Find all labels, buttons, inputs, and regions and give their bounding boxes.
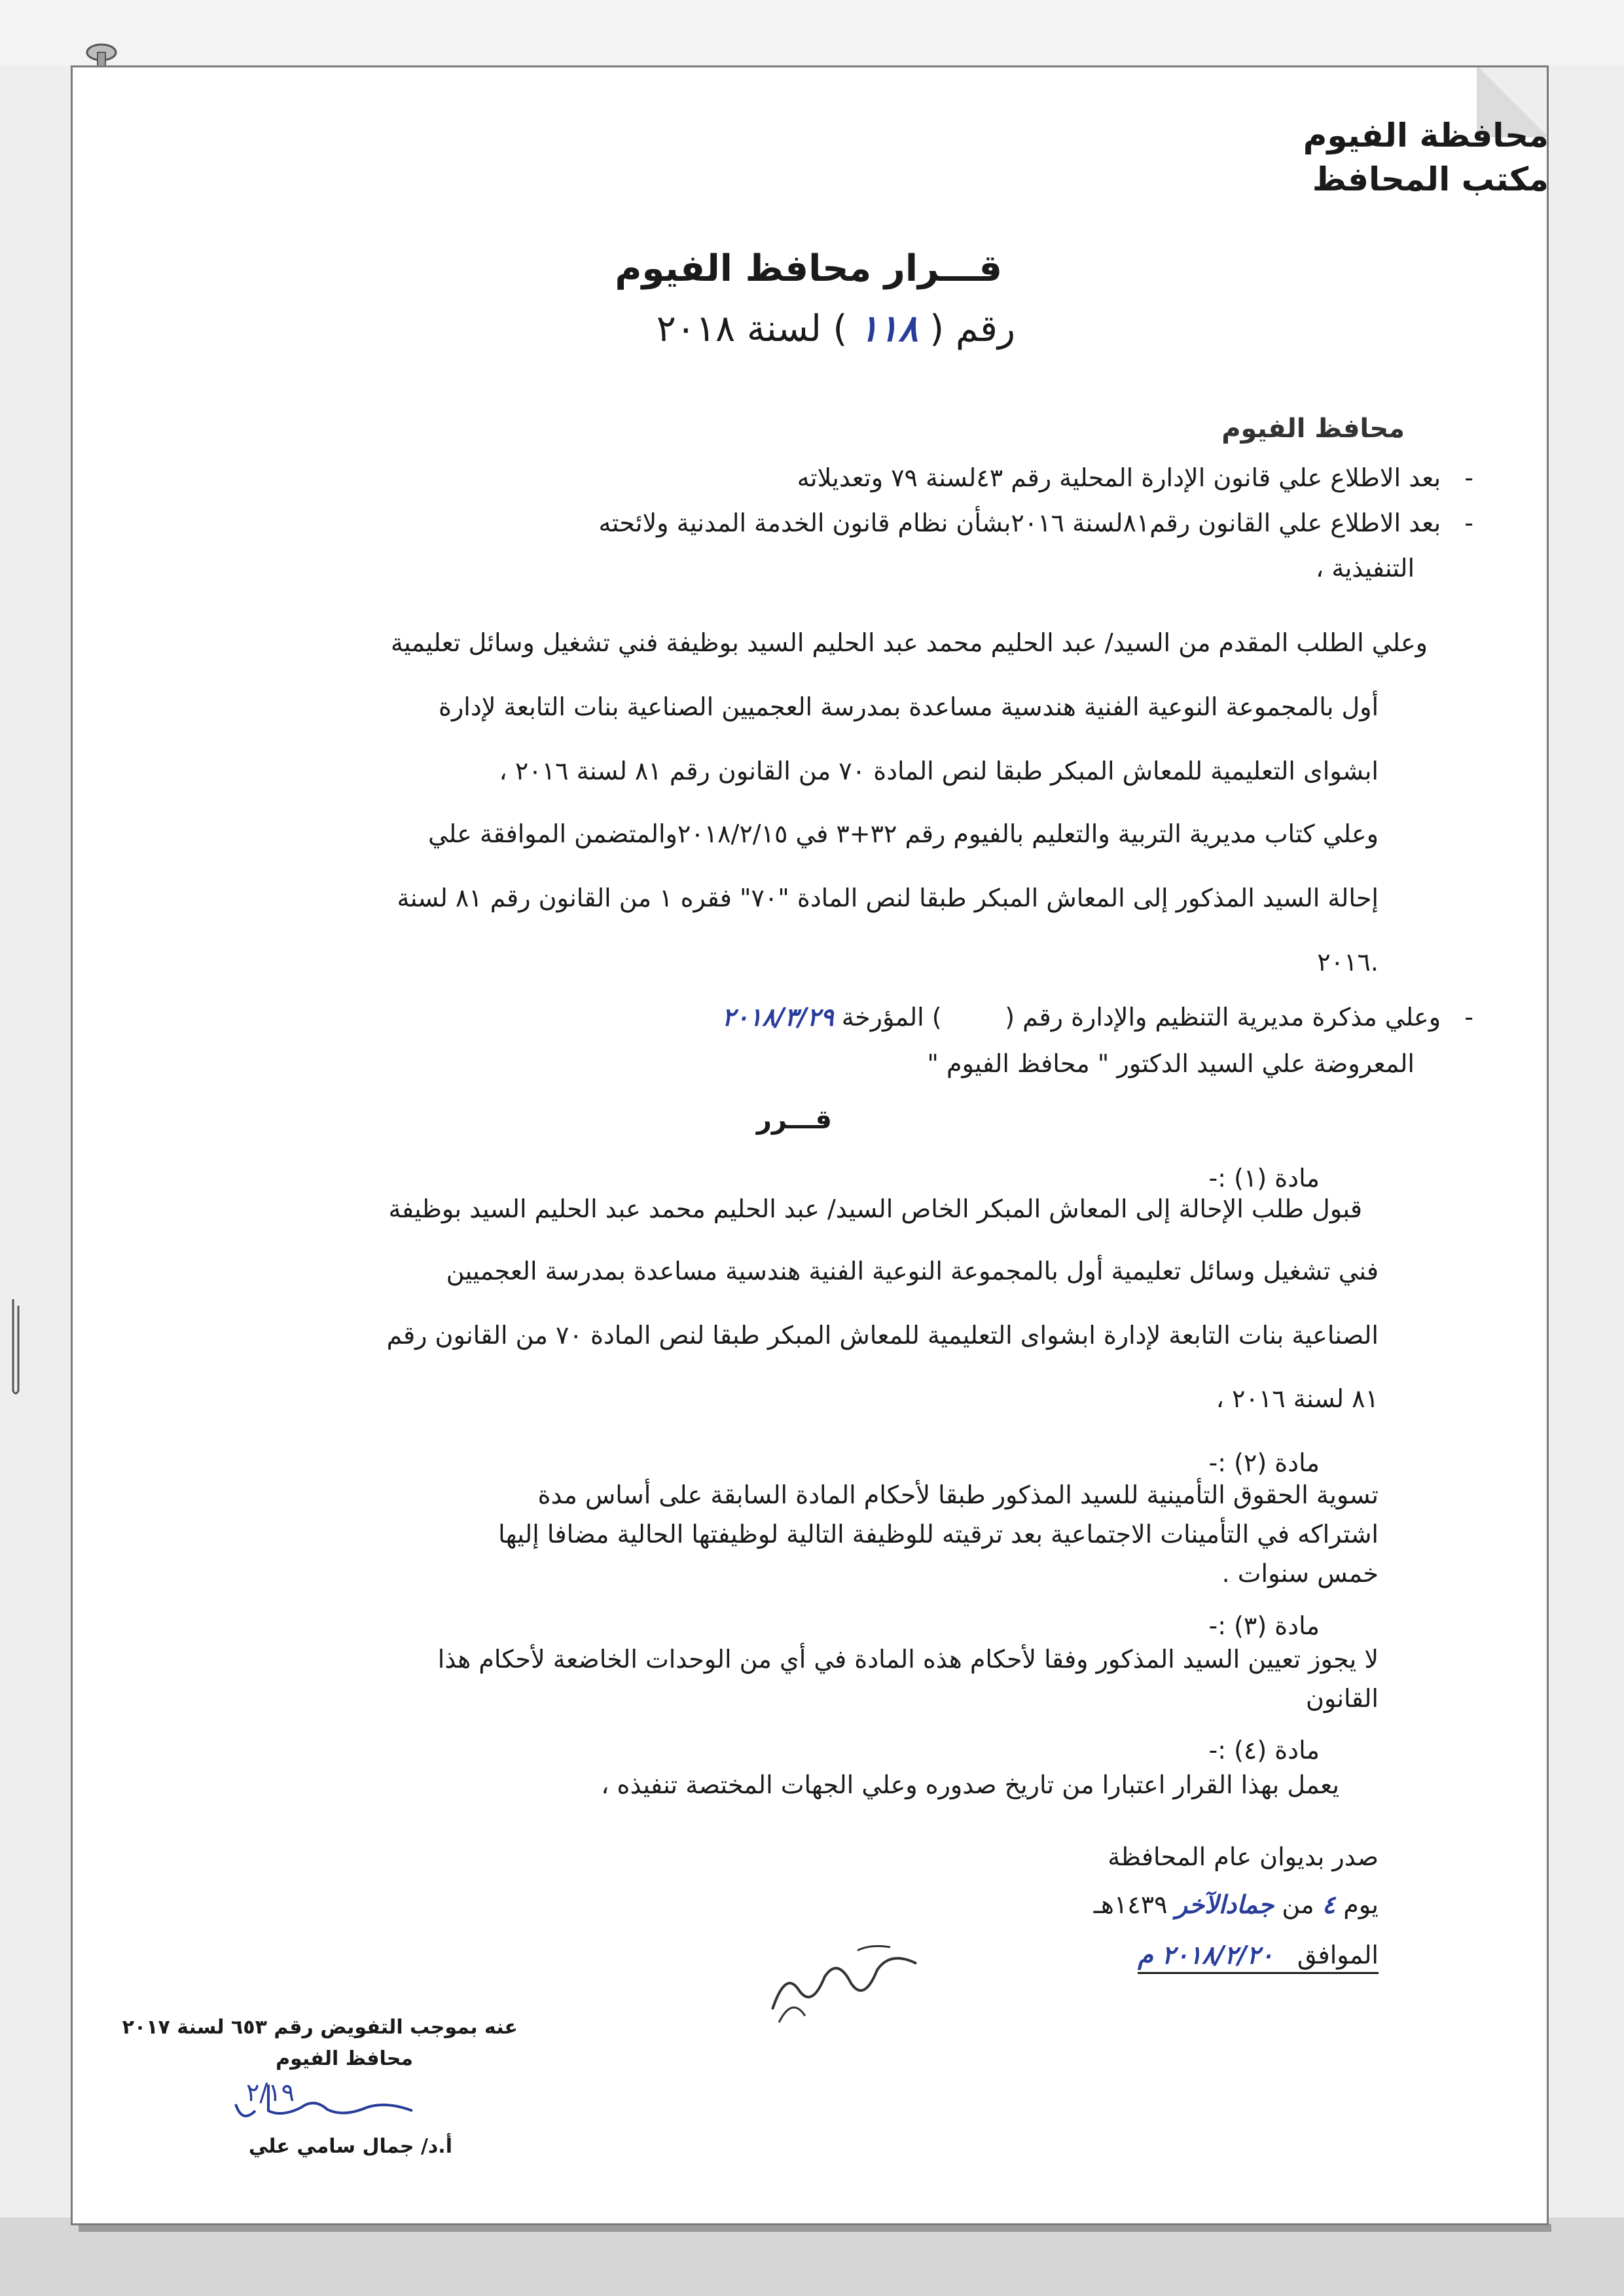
memo-date: ٢٠١٨/٣/٢٩: [722, 1003, 834, 1031]
memo-bullet-text-a: وعلي مذكرة مديرية التنظيم والإدارة رقم (: [1005, 1003, 1441, 1031]
article-3-line-2: القانون: [1305, 1684, 1379, 1713]
delegation-line-2: محافظ الفيوم: [276, 2047, 413, 2070]
article-4-line-1: يعمل بهذا القرار اعتبارا من تاريخ صدوره وعلي الجهات المختصة تنفيذه ،: [601, 1770, 1339, 1799]
issuance-line: صدر بديوان عام المحافظة: [1108, 1842, 1379, 1871]
article-2-line-1: تسوية الحقوق التأمينية للسيد المذكور طبقا لأحكام المادة السابقة على أساس مدة: [537, 1480, 1379, 1509]
delegation-line-1: عنه بموجب التفويض رقم ٦٥٣ لسنة ٢٠١٧: [122, 2016, 518, 2039]
paragraph-line-5: إحالة السيد المذكور إلى المعاش المبكر طبقا لنص المادة "٧٠" فقره ١ من القانون رقم ٨١ لسنة: [397, 884, 1379, 912]
article-2-line-3: خمس سنوات .: [1221, 1559, 1379, 1588]
memo-bullet-continued: المعروضة علي السيد الدكتور " محافظ الفيوم ": [927, 1049, 1415, 1078]
article-1-label: مادة (١) :-: [1208, 1164, 1320, 1193]
decision-word: قـــرر: [756, 1105, 832, 1135]
memo-bullet: - وعلي مذكرة مديرية التنظيم والإدارة رقم ( ) المؤرخة ٢٠١٨/٣/٢٩: [722, 1003, 1473, 1031]
scan-top-area: [0, 0, 1624, 65]
paragraph-line-4: وعلي كتاب مديرية التربية والتعليم بالفيوم رقم ٣٢+٣ في ٢٠١٨/٢/١٥والمتضمن الموافقة علي: [427, 819, 1379, 848]
decree-title: قـــرار محافظ الفيوم: [615, 247, 1002, 290]
issuance-hijri-date: [1094, 1890, 1379, 1919]
preamble-bullet-2-text: بعد الاطلاع علي القانون رقم٨١لسنة ٢٠١٦بشأن نظام قانون الخدمة المدنية ولائحته: [598, 509, 1441, 537]
delegate-signature: [229, 2072, 425, 2130]
memo-bullet-text-b: ) المؤرخة: [841, 1003, 942, 1031]
issuance-from-label: من: [1282, 1890, 1314, 1919]
preamble-heading: محافظ الفيوم: [1221, 414, 1405, 444]
paragraph-line-3: ابشواى التعليمية للمعاش المبكر طبقا لنص المادة ٧٠ من القانون رقم ٨١ لسنة ٢٠١٦ ،: [499, 757, 1379, 785]
issuance-corresponding-label: الموافق: [1297, 1941, 1379, 1969]
article-1-line-1: قبول طلب الإحالة إلى المعاش المبكر الخاص السيد/ عبد الحليم محمد عبد الحليم السيد بوظيفة: [388, 1194, 1362, 1223]
issuance-day-label: يوم: [1343, 1890, 1379, 1919]
delegation-signatory: أ.د/ جمال سامي علي: [248, 2135, 452, 2158]
article-2-line-2: اشتراكه في التأمينات الاجتماعية بعد ترقيته للوظيفة التالية لوظيفتها الحالية مضافا إليها: [498, 1520, 1379, 1549]
article-3-line-1: لا يجوز تعيين السيد المذكور وفقا لأحكام هذه المادة في أي من الوحدات الخاضعة لأحكام هذا: [437, 1645, 1379, 1674]
issuance-month: جمادالآخر: [1175, 1890, 1274, 1919]
decree-number-suffix: ) لسنة ٢٠١٨: [656, 308, 848, 350]
paragraph-line-2: أول بالمجموعة النوعية الفنية هندسية مساعدة بمدرسة العجميين الصناعية بنات التابعة لإدارة: [439, 692, 1379, 721]
paragraph-line-1: وعلي الطلب المقدم من السيد/ عبد الحليم محمد عبد الحليم السيد بوظيفة فني تشغيل وسائل تعليمية: [390, 628, 1428, 657]
article-1-line-4: ٨١ لسنة ٢٠١٦ ،: [1216, 1384, 1379, 1413]
preamble-bullet-2: - بعد الاطلاع علي القانون رقم٨١لسنة ٢٠١٦بشأن نظام قانون الخدمة المدنية ولائحته: [598, 509, 1473, 537]
paper-clip-icon: [9, 1293, 22, 1397]
decree-number-prefix: رقم (: [929, 308, 1015, 350]
issuance-gregorian-date: [1138, 1941, 1379, 1974]
article-2-label: مادة (٢) :-: [1208, 1448, 1320, 1477]
issuance-day: ٤: [1322, 1890, 1336, 1919]
issuance-gregorian-value: ٢٠١٨/٢/٢٠ م: [1138, 1941, 1274, 1969]
paragraph-line-6: .٢٠١٦: [1317, 948, 1379, 977]
decree-number: ١١٨: [859, 308, 918, 350]
preamble-bullet-1: - بعد الاطلاع علي قانون الإدارة المحلية رقم ٤٣لسنة ٧٩ وتعديلاته: [797, 463, 1473, 492]
issuance-hijri-year: ١٤٣٩هـ: [1093, 1890, 1168, 1919]
governor-signature: [759, 1931, 936, 2029]
article-4-label: مادة (٤) :-: [1208, 1736, 1320, 1765]
article-3-label: مادة (٣) :-: [1208, 1611, 1320, 1640]
decree-number-line: [657, 308, 1015, 350]
preamble-bullet-1-text: بعد الاطلاع علي قانون الإدارة المحلية رقم ٤٣لسنة ٧٩ وتعديلاته: [797, 463, 1441, 492]
article-1-line-3: الصناعية بنات التابعة لإدارة ابشواى التعليمية للمعاش المبكر طبقا لنص المادة ٧٠ من القانون رقم: [386, 1321, 1379, 1350]
header-office: مكتب المحافظ: [1312, 160, 1549, 198]
header-governorate: محافظة الفيوم: [1303, 117, 1549, 154]
article-1-line-2: فني تشغيل وسائل تعليمية أول بالمجموعة النوعية الفنية هندسية مساعدة بمدرسة العجميين: [446, 1257, 1379, 1285]
delegate-signature-date: ٢/١٩: [245, 2078, 295, 2107]
preamble-bullet-2-continued: التنفيذية ،: [1316, 554, 1415, 583]
